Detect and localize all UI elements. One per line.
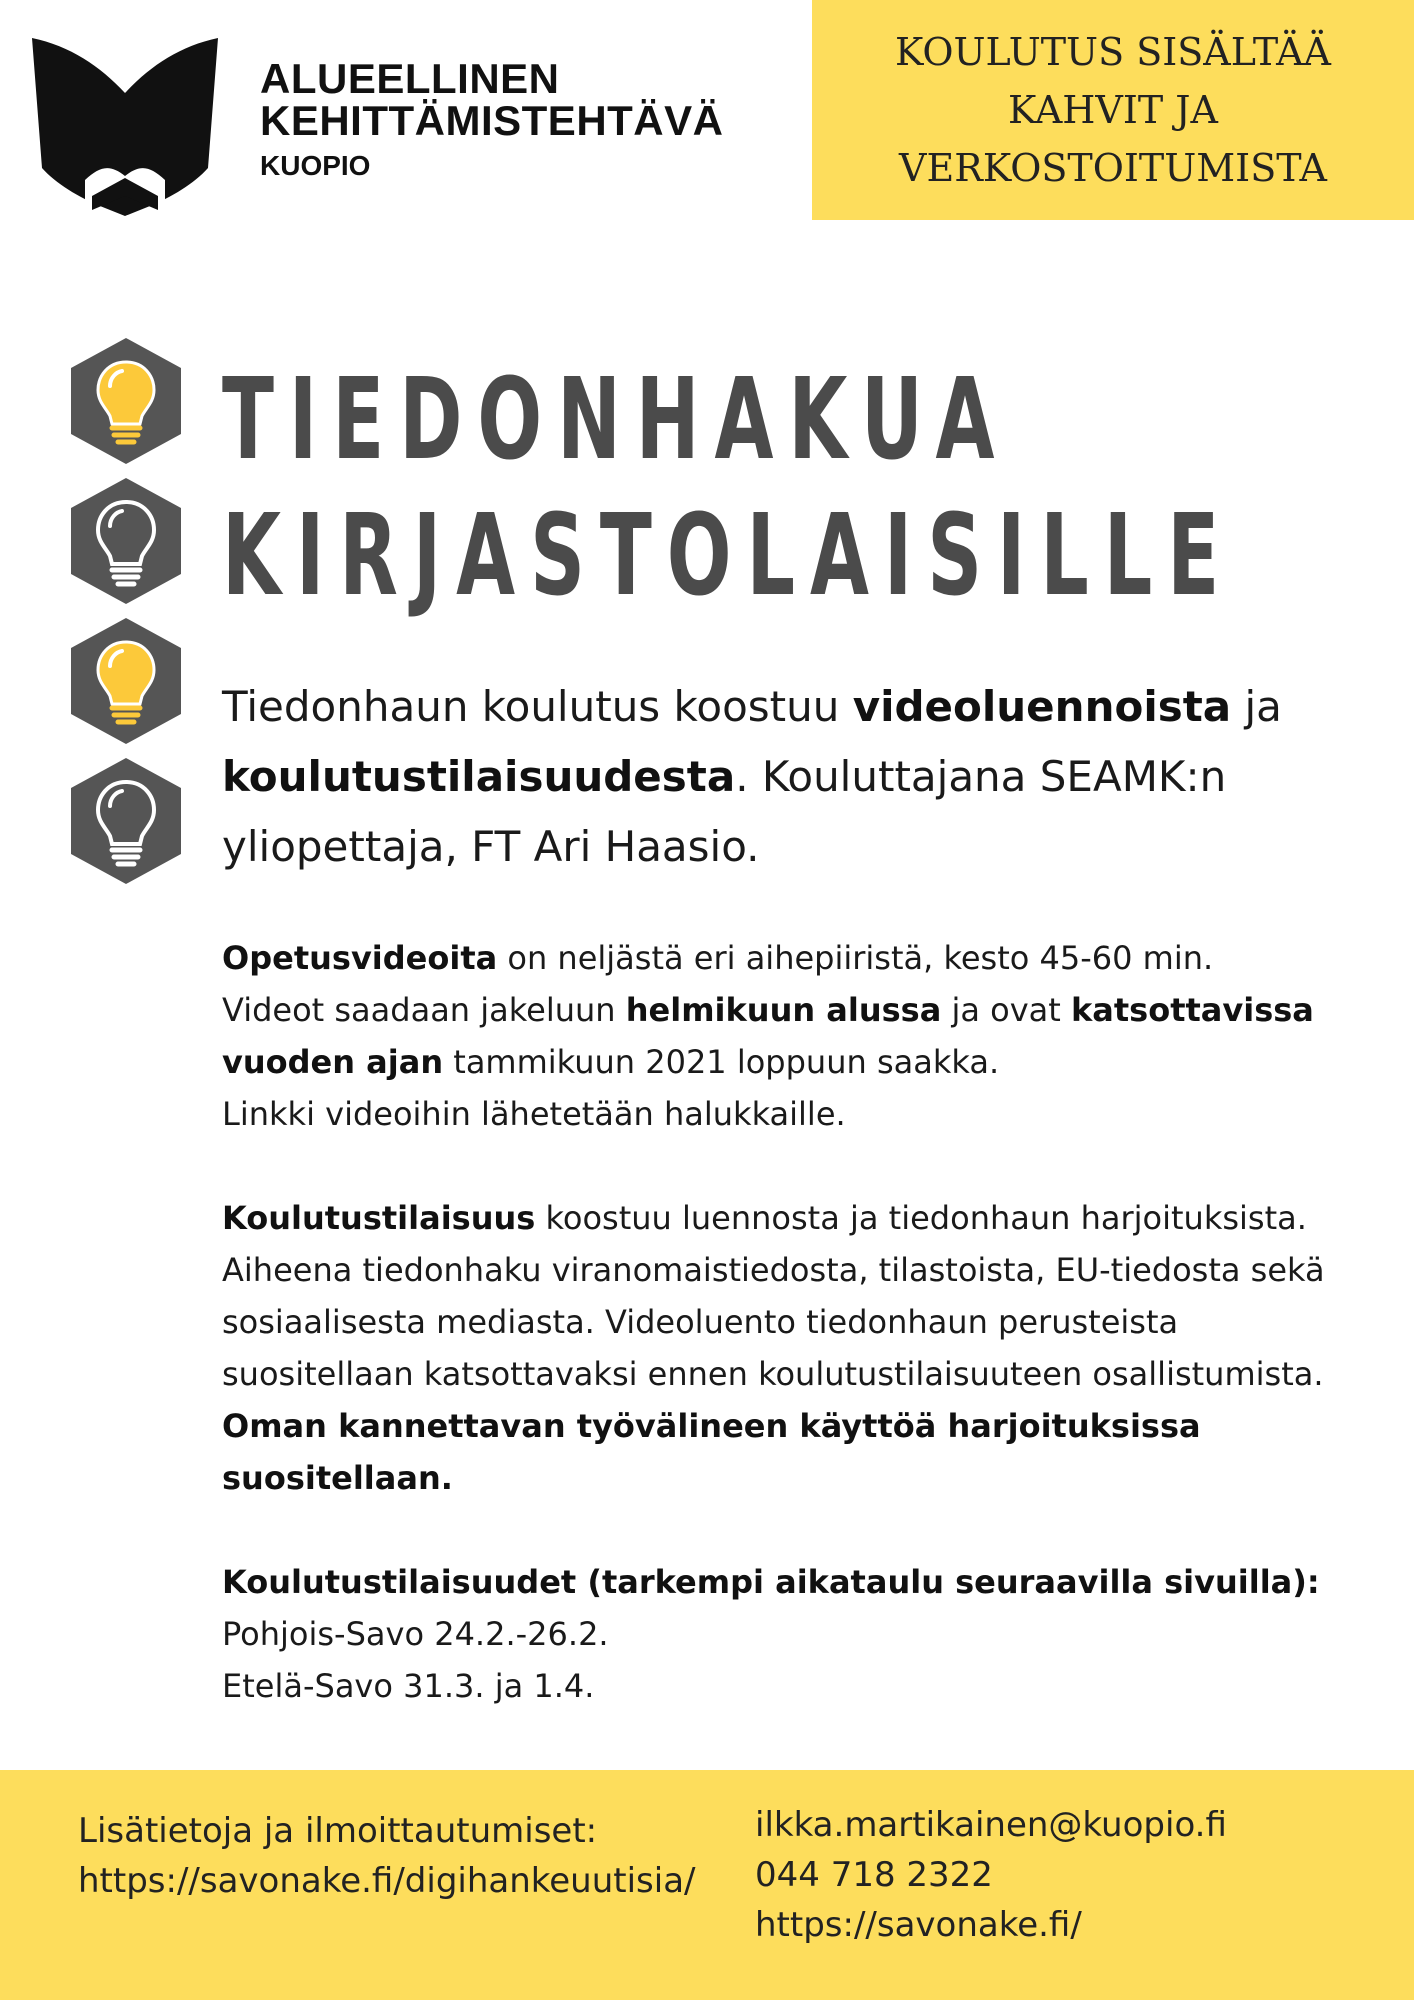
lead-text: Tiedonhaun koulutus koostuu (222, 682, 853, 731)
videos-text: ja ovat (941, 991, 1071, 1029)
lead-bold: videoluennoista (852, 682, 1232, 731)
lightbulb-yellow-icon (68, 616, 184, 746)
videos-bold: Opetusvideoita (222, 939, 498, 977)
event-bold: Koulutustilaisuus (222, 1199, 536, 1237)
promo-line-3: VERKOSTOITUMISTA (899, 146, 1327, 190)
videos-text: on neljästä eri aihepiiristä, kesto 45-60 min. (497, 939, 1214, 977)
org-line-3: KUOPIO (260, 150, 371, 181)
videos-text: tammikuun 2021 loppuun saakka. (443, 1043, 1000, 1081)
org-line-2: KEHITTÄMISTEHTÄVÄ (260, 97, 724, 144)
shield-logo-icon (30, 38, 220, 216)
event-bold: suositellaan. (222, 1459, 453, 1497)
videos-text: Linkki videoihin lähetetään halukkaille. (222, 1095, 846, 1133)
promo-line-1: KOULUTUS SISÄLTÄÄ (894, 30, 1332, 74)
footer-label: Lisätietoja ja ilmoittautumiset: (78, 1811, 598, 1851)
promo-line-2: KAHVIT JA (1008, 88, 1218, 132)
lead-bold: koulutustilaisuudesta (222, 752, 736, 801)
lead-text: ja (1231, 682, 1282, 731)
footer (0, 1770, 1414, 2000)
videos-bold: helmikuun alussa (625, 991, 942, 1029)
footer-news-link[interactable]: https://savonake.fi/digihankeuutisia/ (78, 1861, 696, 1901)
lead-text: . Kouluttajana SEAMK:n (735, 752, 1227, 801)
schedule-heading: Koulutustilaisuudet (tarkempi aikataulu seuraavilla sivuilla): (222, 1563, 1320, 1601)
contact-email[interactable]: ilkka.martikainen@kuopio.fi (755, 1805, 1227, 1845)
lightbulb-white-icon (68, 756, 184, 886)
videos-text: Videot saadaan jakeluun (222, 991, 626, 1029)
title-line-1: TIEDONHAKUA (222, 355, 1010, 485)
schedule-item: Etelä-Savo 31.3. ja 1.4. (222, 1667, 595, 1705)
schedule-item: Pohjois-Savo 24.2.-26.2. (222, 1615, 609, 1653)
body-text (222, 932, 1402, 1712)
event-bold: Oman kannettavan työvälineen käyttöä harjoituksissa (222, 1407, 1201, 1445)
lead-text: yliopettaja, FT Ari Haasio. (222, 822, 760, 871)
event-text: sosiaalisesta mediasta. Videoluento tiedonhaun perusteista (222, 1303, 1179, 1341)
event-text: Aiheena tiedonhaku viranomaistiedosta, tilastoista, EU-tiedosta sekä (222, 1251, 1325, 1289)
videos-bold: vuoden ajan (222, 1043, 444, 1081)
videos-bold: katsottavissa (1070, 991, 1314, 1029)
title-line-2: KIRJASTOLAISILLE (222, 491, 1235, 621)
org-line-1: ALUEELLINEN (260, 55, 560, 102)
contact-phone: 044 718 2322 (755, 1855, 993, 1895)
organization-name (260, 55, 724, 186)
promo-box (812, 0, 1414, 220)
page-title (222, 352, 1234, 624)
website-link[interactable]: https://savonake.fi/ (755, 1905, 1082, 1945)
lead-paragraph (222, 672, 1392, 882)
lightbulb-yellow-icon (68, 336, 184, 466)
event-text: suositellaan katsottavaksi ennen koulutustilaisuuteen osallistumista. (222, 1355, 1324, 1393)
lightbulb-white-icon (68, 476, 184, 606)
event-text: koostuu luennosta ja tiedonhaun harjoituksista. (535, 1199, 1307, 1237)
